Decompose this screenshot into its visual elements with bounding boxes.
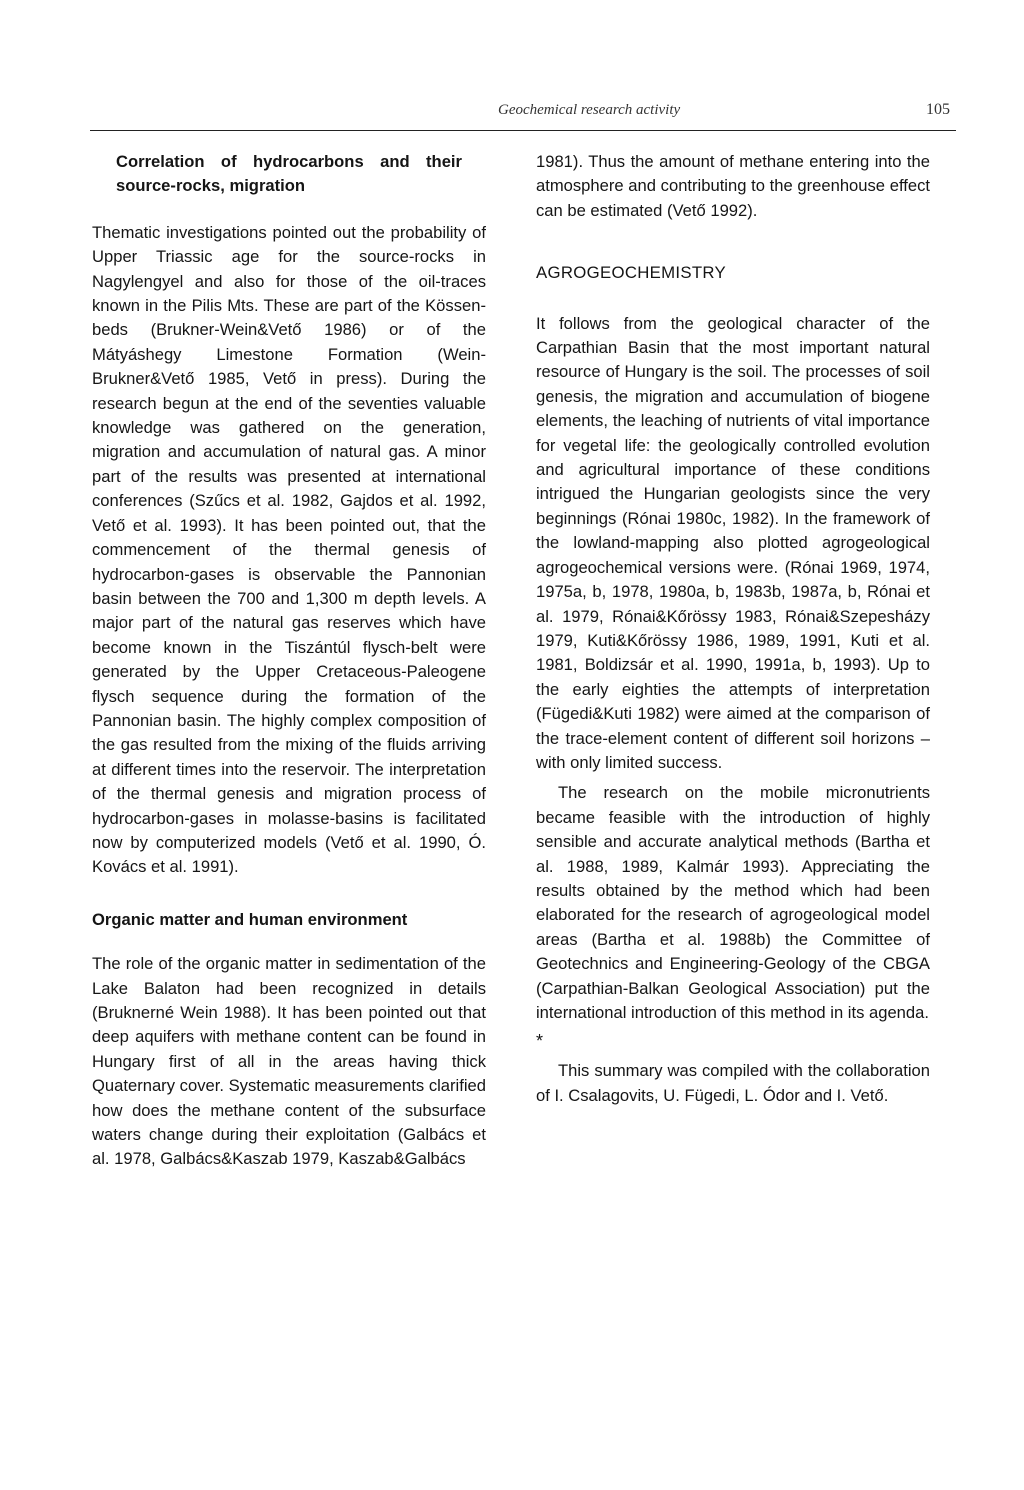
running-title: Geochemical research activity bbox=[498, 102, 681, 118]
body-paragraph-organic-matter: The role of the organic matter in sedimentation of the Lake Balaton had been recognized in details (Bruknerné Wein 1988). It has been pointed out that deep aquifers with methane content can be found in Hungary first of all in the areas having thick Quaternary cover. Systematic measurements clarified how does the methane content of the subsurface waters change during their exploitation (Galbács et al. 1978, Galbács&Kaszab 1979, Kaszab&Galbács bbox=[92, 954, 486, 1169]
section-heading-hydrocarbons: Correlation of hydrocarbons and their source-rocks, migration bbox=[116, 152, 462, 196]
acknowledgement-paragraph: This summary was compiled with the collaboration of I. Csalagovits, U. Fügedi, L. Ódor and I. Vető. bbox=[536, 1061, 930, 1105]
body-paragraph-continuation: 1981). Thus the amount of methane entering into the atmosphere and contributing to the greenhouse effect can be estimated (Vető 1992). bbox=[536, 152, 930, 220]
body-paragraph-hydrocarbons: Thematic investigations pointed out the probability of Upper Triassic age for the source-rocks in Nagylengyel and also for those of the oil-traces known in the Pilis Mts. These are part of the Kössen-beds (Brukner-Wein&Vető 1986) or of the Mátyáshegy Limestone Formation (Wein-Brukner&Vető 1985, Vető in press). During the research begun at the end of the seventies valuable knowledge was gathered on the generation, migration and accumulation of natural gas. A minor part of the results was presented at international conferences (Szűcs et al. 1982, Gajdos et al. 1992, Vető et al. 1993). It has been pointed out, that the commencement of the thermal genesis of hydrocarbon-gases is observable the Pannonian basin between the 700 and 1,300 m depth levels. A major part of the natural gas reserves which have become known in the Tiszántúl flysch-belt were generated by the Upper Cretaceous-Paleogene flysch sequence during the formation of the Pannonian basin. The highly complex composition of the gas resulted from the mixing of the fluids arriving at different times into the reservoir. The interpretation of the thermal genesis and migration process of hydrocarbon-gases in molasse-basins is facilitated now by computerized models (Vető et al. 1990, Ó. Kovács et al. 1991). bbox=[92, 222, 486, 877]
body-paragraph-agrogeochemistry-2: The research on the mobile micronutrients became feasible with the introduction of highly sensible and accurate analytical methods (Bartha et al. 1988, 1989, Kalmár 1993). Appreciating the results obtained by the method which had been elaborated for the research of agrogeological model areas (Bartha et al. 1988b) the Committee of Geotechnics and Engineering-Geology of the CBGA (Carpathian-Balkan Geological Association) put the international introduction of this method in its agenda. bbox=[536, 783, 930, 1022]
separator-asterisk: * bbox=[536, 1031, 544, 1052]
section-heading-organic-matter: Organic matter and human environment bbox=[92, 909, 408, 929]
section-heading-agrogeochemistry: AGROGEOCHEMISTRY bbox=[536, 263, 727, 283]
page-number: 105 bbox=[926, 101, 950, 118]
right-column bbox=[536, 150, 930, 1108]
page-header bbox=[90, 96, 956, 131]
left-column bbox=[92, 150, 486, 1172]
body-paragraph-agrogeochemistry-1: It follows from the geological character of the Carpathian Basin that the most important natural resource of Hungary is the soil. The processes of soil genesis, the migration and accumulation of biogene elements, the leaching of nutrients of vital importance for vegetal life: the geologically controlled evolution and agricultural importance of these conditions intrigued the Hungarian geologists since the very beginnings (Rónai 1980c, 1982). In the framework of the lowland-mapping also plotted agrogeological agrogeochemical versions were. (Rónai 1969, 1974, 1975a, b, 1978, 1980a, b, 1983b, 1987a, b, Rónai et al. 1979, Rónai&Kőrössy 1983, Rónai&Szepesházy 1979, Kuti&Kőrössy 1986, 1989, 1991, Kuti et al. 1981, Boldizsár et al. 1990, 1991a, b, 1993). Up to the early eighties the attempts of interpretation (Fügedi&Kuti 1982) were aimed at the comparison of the trace-element content of different soil horizons – with only limited success. bbox=[536, 313, 930, 772]
